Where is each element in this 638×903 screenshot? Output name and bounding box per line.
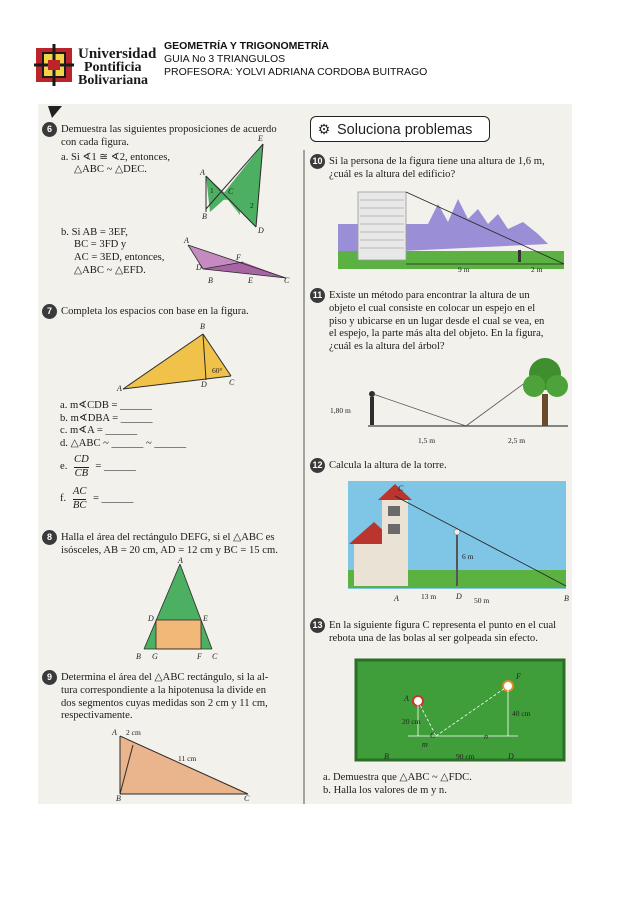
label-11-height: 1,80 m xyxy=(330,406,351,415)
p10-line2: ¿cuál es la altura del edificio? xyxy=(329,169,456,180)
p9-line4: respectivamente. xyxy=(61,710,133,722)
label-7-B: B xyxy=(200,322,205,331)
problem-10 xyxy=(310,154,570,182)
label-7-A: A xyxy=(117,384,122,393)
problem-13-number: 13 xyxy=(310,618,325,633)
label-13-C: C xyxy=(430,731,436,740)
figure-11 xyxy=(368,358,568,426)
label-12-6m: 6 m xyxy=(462,552,474,561)
p7-title: Completa los espacios con base en la figura. xyxy=(61,305,249,317)
p9-line1: Determina el área del △ABC rectángulo, si la al- xyxy=(61,671,269,683)
p7-f-denominator: BC xyxy=(72,499,87,511)
institution-line2: Pontificia xyxy=(84,60,142,75)
p7-b: b. m∢DBA = ______ xyxy=(60,412,153,424)
label-13-20cm: 20 cm xyxy=(402,717,421,726)
label-6a-2: 2 xyxy=(250,201,254,210)
problem-6 xyxy=(42,122,300,277)
label-8-F: F xyxy=(197,652,202,661)
figure-13 xyxy=(356,660,564,760)
p9-line2: tura correspondiente a la hipotenusa la divide en xyxy=(61,685,267,696)
problem-7 xyxy=(42,304,300,319)
label-6a-E: E xyxy=(258,134,263,143)
p7-d: d. △ABC ~ ______ ~ ______ xyxy=(60,437,187,449)
p13-a: a. Demuestra que △ABC ~ △FDC. xyxy=(323,772,472,783)
label-13-D: D xyxy=(508,752,514,761)
problem-8 xyxy=(42,530,304,558)
problem-8-number: 8 xyxy=(42,530,57,545)
label-7-D: D xyxy=(201,380,207,389)
p6-a1: a. Si ∢1 ≅ ∢2, entonces, xyxy=(61,151,171,163)
p6-b3: AC = 3ED, entonces, xyxy=(74,251,165,263)
label-7-angle: 60° xyxy=(212,366,223,375)
label-13-90cm: 90 cm xyxy=(456,752,475,761)
puzzle-icon: ⚙ xyxy=(317,121,331,137)
guide-title: GUIA No 3 TRIANGULOS xyxy=(164,53,286,65)
label-13-A: A xyxy=(404,694,409,703)
p11-line1: Existe un método para encontrar la altura de un xyxy=(329,289,530,301)
label-6b-A: A xyxy=(184,236,189,245)
p7-e-label: e. xyxy=(60,461,68,473)
problem-6-number: 6 xyxy=(42,122,57,137)
p7-f-blank: = ______ xyxy=(93,493,134,505)
problem-12-number: 12 xyxy=(310,458,325,473)
label-13-F: F xyxy=(516,672,521,681)
label-9-B: B xyxy=(116,794,121,803)
problem-12 xyxy=(310,458,570,473)
institution-line3: Bolivariana xyxy=(78,73,149,88)
label-10-9m: 9 m xyxy=(458,265,470,274)
figure-12 xyxy=(348,481,566,589)
p13-line2: rebota una de las bolas al ser golpeada sin efecto. xyxy=(329,633,538,644)
label-8-C: C xyxy=(212,652,218,661)
label-12-D: D xyxy=(456,592,462,601)
p7-e-numerator: CD xyxy=(74,454,89,468)
problem-10-number: 10 xyxy=(310,154,325,169)
label-7-C: C xyxy=(229,378,235,387)
p13-b: b. Halla los valores de m y n. xyxy=(323,784,447,796)
label-6a-C: C xyxy=(228,187,234,196)
p11-line5: ¿cuál es la altura del árbol? xyxy=(329,340,445,352)
label-9-A: A xyxy=(112,728,117,737)
label-6b-E: E xyxy=(248,276,253,285)
figure-8 xyxy=(144,564,212,649)
problem-banner xyxy=(310,116,490,142)
p6-b1: b. Si AB = 3EF, xyxy=(61,226,128,238)
p11-line2: objeto el cual consiste en colocar un espejo en el xyxy=(329,303,536,314)
p7-f xyxy=(60,486,300,512)
course-title: GEOMETRÍA Y TRIGONOMETRÍA xyxy=(164,40,329,52)
label-12-13m: 13 m xyxy=(421,592,437,601)
label-6b-D: D xyxy=(196,263,202,272)
figure-9 xyxy=(120,736,248,794)
figure-10 xyxy=(338,192,564,269)
p11-line3: piso y ubicarse en un lugar desde el cual se vea, en xyxy=(329,315,545,327)
p7-c: c. m∢A = ______ xyxy=(60,425,138,437)
label-8-E: E xyxy=(203,614,208,623)
label-8-G: G xyxy=(152,652,158,661)
label-9-2cm: 2 cm xyxy=(126,728,141,737)
header-info xyxy=(164,40,427,79)
label-6a-B: B xyxy=(202,212,207,221)
p7-e-fraction xyxy=(74,454,89,480)
label-6b-B: B xyxy=(208,276,213,285)
problem-13-items xyxy=(323,772,568,797)
label-6b-F: F xyxy=(236,253,241,262)
problem-9 xyxy=(42,670,304,723)
label-10-2m: 2 m xyxy=(531,265,543,274)
label-13-n: n xyxy=(484,732,488,741)
problem-7-number: 7 xyxy=(42,304,57,319)
label-12-A: A xyxy=(394,594,399,603)
problem-11 xyxy=(310,288,570,353)
p8-line1: Halla el área del rectángulo DEFG, si el △ABC es xyxy=(61,531,275,543)
p11-line4: el espejo, la parte más alta del objeto. En la figura, xyxy=(329,328,544,340)
p7-e-denominator: CB xyxy=(74,467,89,479)
label-8-A: A xyxy=(178,556,183,565)
banner-title: Soluciona problemas xyxy=(337,122,473,138)
label-12-C: C xyxy=(398,484,404,493)
problem-11-number: 11 xyxy=(310,288,325,303)
label-6a-A: A xyxy=(200,168,205,177)
p7-f-fraction xyxy=(73,486,87,512)
p12-title: Calcula la altura de la torre. xyxy=(329,459,447,471)
label-12-50m: 50 m xyxy=(474,596,490,605)
p6-line2: con cada figura. xyxy=(61,137,129,148)
problem-13 xyxy=(310,618,572,646)
p7-e xyxy=(60,454,300,480)
label-8-B: B xyxy=(136,652,141,661)
p6-a2: △ABC ~ △DEC. xyxy=(74,164,147,176)
label-13-B: B xyxy=(384,752,389,761)
p7-e-blank: = ______ xyxy=(95,461,136,473)
problem-7-items xyxy=(60,400,300,512)
label-8-D: D xyxy=(148,614,154,623)
p7-f-label: f. xyxy=(60,493,67,505)
crest-icon xyxy=(34,44,74,86)
p13-line1: En la siguiente figura C representa el punto en el cual xyxy=(329,619,557,631)
teacher-name: PROFESORA: YOLVI ADRIANA CORDOBA BUITRAGO xyxy=(164,66,428,78)
label-11-d2: 2,5 m xyxy=(508,436,526,445)
p7-a: a. m∢CDB = ______ xyxy=(60,400,152,411)
problem-9-number: 9 xyxy=(42,670,57,685)
corner-mark xyxy=(48,106,62,118)
p7-f-numerator: AC xyxy=(73,486,87,500)
label-6b-C: C xyxy=(284,276,290,285)
label-12-B: B xyxy=(564,594,569,603)
label-6a-1: 1 xyxy=(210,186,214,195)
p10-line1: Si la persona de la figura tiene una altura de 1,6 m, xyxy=(329,155,545,167)
label-13-m: m xyxy=(422,740,428,749)
institution-line1: Universidad xyxy=(78,46,157,62)
p9-line3: dos segmentos cuyas medidas son 2 cm y 11 cm, xyxy=(61,697,268,709)
figure-7 xyxy=(123,334,231,389)
label-6a-D: D xyxy=(258,226,264,235)
p6-b4: △ABC ~ △EFD. xyxy=(74,264,146,276)
p6-line1: Demuestra las siguientes proposiciones de acuerdo xyxy=(61,123,277,135)
textbook-page xyxy=(38,104,572,804)
label-9-C: C xyxy=(244,794,250,803)
p8-line2: isósceles, AB = 20 cm, AD = 12 cm y BC = 15 cm. xyxy=(61,545,278,556)
label-11-d1: 1,5 m xyxy=(418,436,436,445)
label-13-40cm: 40 cm xyxy=(512,709,531,718)
university-logo xyxy=(34,38,160,88)
p6-b2: BC = 3FD y xyxy=(74,239,127,251)
label-9-11cm: 11 cm xyxy=(178,754,197,763)
